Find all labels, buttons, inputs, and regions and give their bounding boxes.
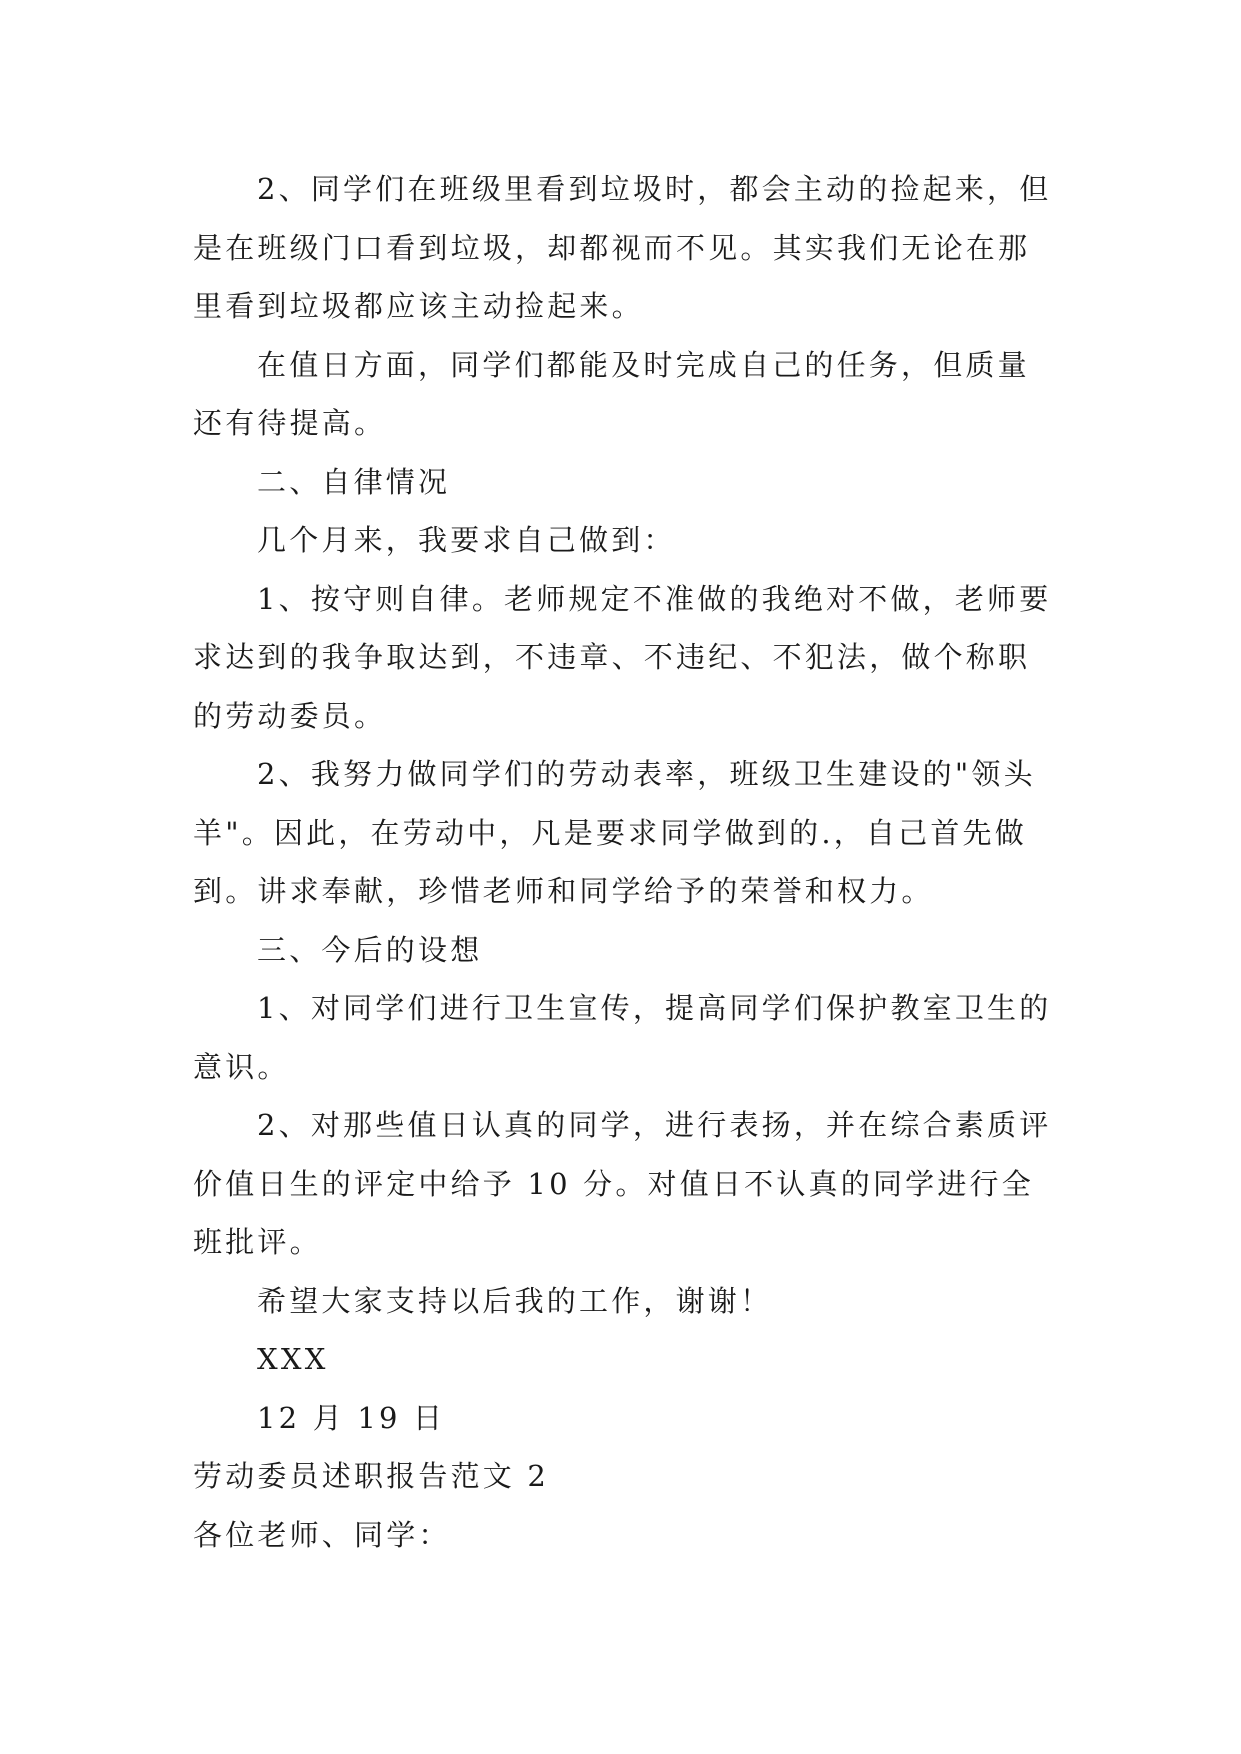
section-heading-future-plans: 三、今后的设想: [257, 932, 483, 967]
section-heading-self-discipline: 二、自律情况: [257, 464, 451, 499]
document-body: [193, 160, 1053, 1564]
paragraph-cleanup-habits: 2、同学们在班级里看到垃圾时，都会主动的捡起来，但是在班级门口看到垃圾，却都视而不见。其实我们无论在那里看到垃圾都应该主动捡起来。: [193, 172, 1052, 323]
paragraph-closing-thanks: 希望大家支持以后我的工作，谢谢！: [257, 1283, 773, 1318]
paragraph-praise-and-criticism: 2、对那些值日认真的同学，进行表扬，并在综合素质评价值日生的评定中给予 10 分。对值日不认真的同学进行全班批评。: [193, 1108, 1052, 1259]
document-title-sample-2: 劳动委员述职报告范文 2: [193, 1459, 550, 1493]
paragraph-hygiene-promotion: 1、对同学们进行卫生宣传，提高同学们保护教室卫生的意识。: [193, 991, 1052, 1084]
paragraph-role-model: 2、我努力做同学们的劳动表率，班级卫生建设的"领头羊"。因此，在劳动中，凡是要求同学做到的.，自己首先做到。讲求奉献，珍惜老师和同学给予的荣誉和权力。: [193, 757, 1036, 908]
paragraph-self-requirements-intro: 几个月来，我要求自己做到：: [257, 523, 676, 557]
paragraph-duty-quality: 在值日方面，同学们都能及时完成自己的任务，但质量还有待提高。: [193, 347, 1030, 440]
signature-date: 12 月 19 日: [257, 1400, 446, 1435]
signature-name: XXX: [257, 1342, 329, 1376]
salutation: 各位老师、同学：: [193, 1517, 451, 1552]
paragraph-follow-rules: 1、按守则自律。老师规定不准做的我绝对不做，老师要求达到的我争取达到，不违章、不违纪、不犯法，做个称职的劳动委员。: [193, 581, 1052, 733]
